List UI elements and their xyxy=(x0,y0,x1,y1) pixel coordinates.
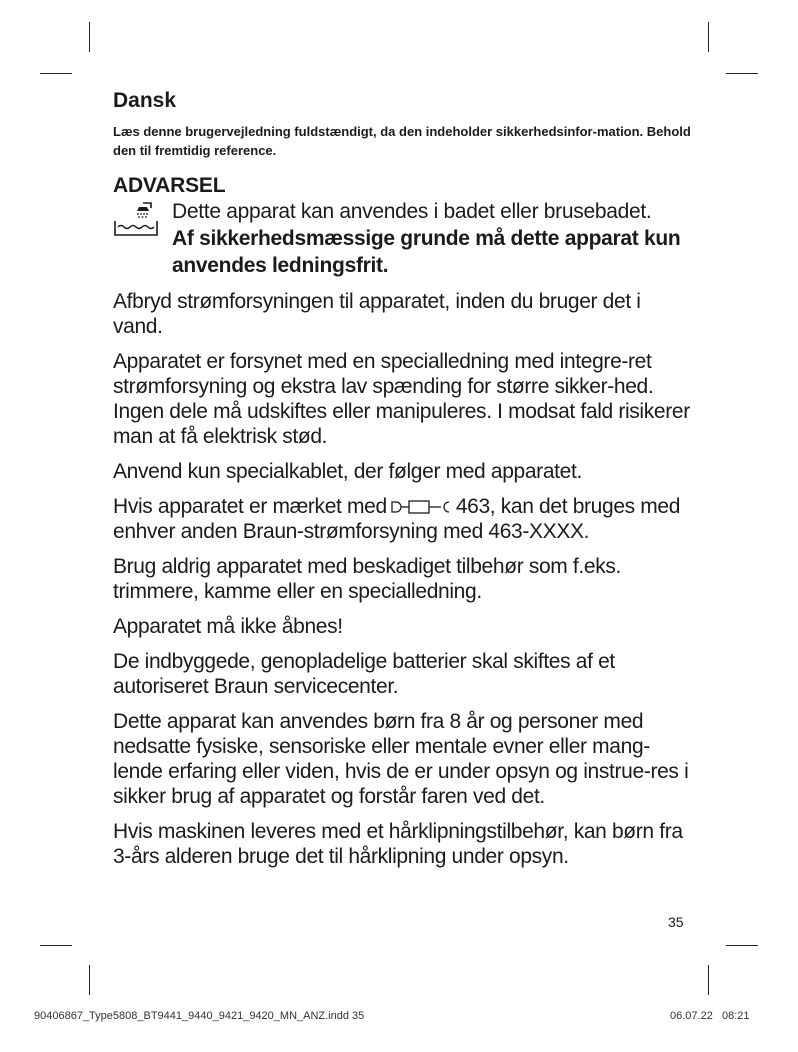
intro-text: Læs denne brugervejledning fuldstændigt, da den indeholder sikkerhedsinfor-mation. Behold den til fremtidig reference. xyxy=(113,124,691,158)
crop-mark-bottom-left-horizontal xyxy=(40,945,72,946)
paragraph-1: Afbryd strømforsyningen til apparatet, inden du bruger det i vand. xyxy=(113,290,641,338)
crop-mark-bottom-right-horizontal xyxy=(726,945,758,946)
paragraph-7: De indbyggede, genopladelige batterier skal skiftes af et autoriseret Braun servicecenter. xyxy=(113,650,615,698)
page-number: 35 xyxy=(668,914,684,930)
paragraph-8: Dette apparat kan anvendes børn fra 8 år og personer med nedsatte fysiske, sensoriske eller mentale evner eller mang-lende erfaring eller viden, hvis de er under opsyn og instrue-res i sikker brug af apparatet og forstår faren ved det. xyxy=(113,710,689,808)
footer-date-time: 06.07.22 08:21 xyxy=(670,1010,750,1022)
crop-mark-top-right-horizontal xyxy=(726,73,758,74)
crop-mark-bottom-right-vertical xyxy=(708,965,709,995)
warning-title: ADVARSEL xyxy=(113,174,226,197)
bath-shower-icon xyxy=(113,199,159,239)
crop-mark-top-left-horizontal xyxy=(40,73,72,74)
crop-mark-top-right-vertical xyxy=(708,22,709,52)
paragraph-2: Apparatet er forsynet med en specialledning med integre-ret strømforsyning og ekstra lav spænding for større sikker-hed. Ingen dele må udskiftes eller manipuleres. I modsat fald risikerer man at få elektrisk stød. xyxy=(113,350,690,448)
crop-mark-top-left-vertical xyxy=(89,22,90,52)
warning-line: Dette apparat kan anvendes i badet eller brusebadet. xyxy=(172,200,652,223)
warning-block xyxy=(113,198,693,279)
footer-file-name: 90406867_Type5808_BT9441_9440_9421_9420_MN_ANZ.indd 35 xyxy=(34,1010,365,1022)
language-heading: Dansk xyxy=(113,89,177,112)
paragraph-4 xyxy=(113,494,693,544)
page-content xyxy=(113,88,693,869)
paragraph-4-after: 463, kan det bruges med enhver anden Braun-strømforsyning med 463-XXXX. xyxy=(113,495,681,543)
paragraph-6: Apparatet må ikke åbnes! xyxy=(113,615,343,638)
paragraph-4-before: Hvis apparatet er mærket med xyxy=(113,495,387,518)
paragraph-3: Anvend kun specialkablet, der følger med apparatet. xyxy=(113,460,582,483)
paragraph-9: Hvis maskinen leveres med et hårklipningstilbehør, kan børn fra 3-års alderen bruge det til hårklipning under opsyn. xyxy=(113,820,683,868)
crop-mark-bottom-left-vertical xyxy=(89,965,90,995)
warning-bold-text: Af sikkerhedsmæssige grunde må dette apparat kun anvendes ledningsfrit. xyxy=(172,227,681,277)
paragraph-5: Brug aldrig apparatet med beskadiget tilbehør som f.eks. trimmere, kamme eller en specialledning. xyxy=(113,555,622,603)
power-supply-symbol-icon xyxy=(391,499,453,515)
